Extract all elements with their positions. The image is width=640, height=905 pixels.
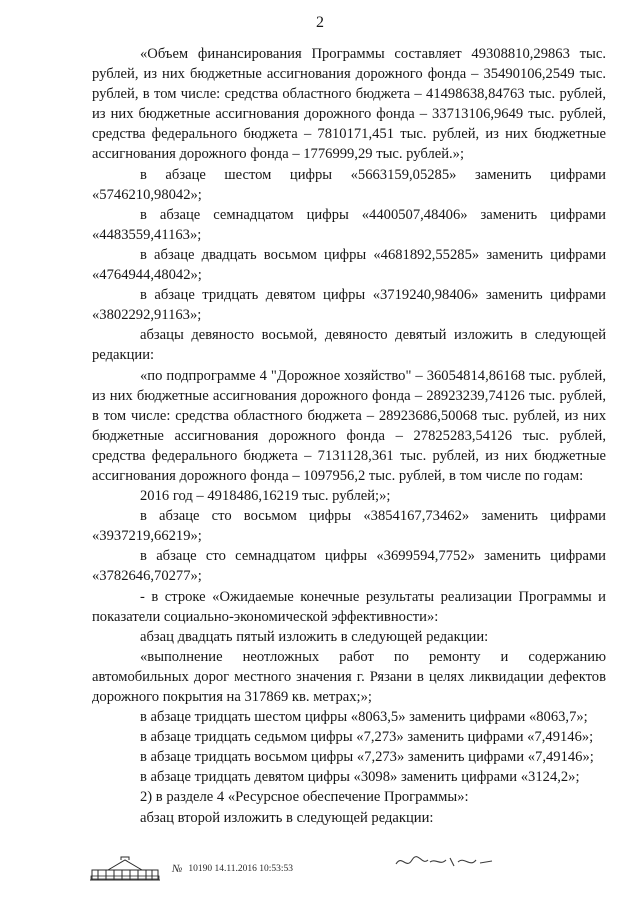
paragraph-results-line: - в строке «Ожидаемые конечные результаты реализации Программы и показатели социально-экономической эффективности»: [92,588,606,625]
registration-number-sign: № [172,863,183,875]
paragraph-amendment: в абзаце тридцать девятом цифры «3719240,98406» заменить цифрами «3802292,91163»; [92,287,606,324]
paragraph-amendment: абзац второй изложить в следующей редакции: [140,809,434,826]
paragraph-section-4: 2) в разделе 4 «Ресурсное обеспечение Программы»: [140,789,469,806]
paragraph-amendment: в абзаце сто восьмом цифры «3854167,73462» заменить цифрами «3937219,66219»; [92,508,606,545]
paragraph-year: 2016 год – 4918486,16219 тыс. рублей;»; [140,488,391,505]
paragraph-repair-works: «выполнение неотложных работ по ремонту и содержанию автомобильных дорог местного значения г. Рязани в целях ликвидации дефектов дорожного покрытия на 317869 кв. метрах;»; [92,648,606,705]
paragraph-amendment: абзац двадцать пятый изложить в следующей редакции: [140,628,489,645]
paragraph-amendment: в абзаце тридцать шестом цифры «8063,5» заменить цифрами «8063,7»; [140,709,588,726]
registration-footer [88,856,293,882]
document-body [92,44,606,828]
paragraph-amendment: в абзаце тридцать девятом цифры «3098» заменить цифрами «3124,2»; [140,769,580,786]
paragraph-subprogram: «по подпрограмме 4 "Дорожное хозяйство" – 36054814,86168 тыс. рублей, из них бюджетные ассигнования дорожного фонда – 28923239,74126 тыс. рублей, в том числе: средства областного бюджета – 28923686,50068 тыс. рублей, из них бюджетные ассигнования дорожного фонда – 27825283,54126 тыс. рублей, средства федерального бюджета – 7131128,361 тыс. рублей, из них бюджетные ассигнования дорожного фонда – 1097956,2 тыс. рублей, в том числе по годам: [92,367,606,484]
paragraph-amendment: в абзаце семнадцатом цифры «4400507,48406» заменить цифрами «4483559,41163»; [92,206,606,243]
paragraph-amendment: абзацы девяносто восьмой, девяносто девятый изложить в следующей редакции: [92,327,606,364]
paragraph-amendment: в абзаце тридцать седьмом цифры «7,273» заменить цифрами «7,49146»; [140,729,594,746]
registration-stamp: 10190 14.11.2016 10:53:53 [188,864,294,874]
paragraph-amendment: в абзаце двадцать восьмом цифры «4681892,55285» заменить цифрами «4764944,48042»; [92,246,606,284]
page-number: 2 [316,14,324,31]
paragraph-amendment: в абзаце шестом цифры «5663159,05285» заменить цифрами «5746210,98042»; [92,166,606,203]
paragraph-financing: «Объем финансирования Программы составляет 49308810,29863 тыс. рублей, из них бюджетные ассигнования дорожного фонда – 35490106,2549 тыс. рублей, в том числе: средства областного бюджета – 41498638,84763 тыс. рублей, из них бюджетные ассигнования дорожного фонда – 33713106,9649 тыс. рублей, средства федерального бюджета – 7810171,451 тыс. рублей, из них бюджетные ассигнования дорожного фонда – 1776999,29 тыс. рублей.»; [92,46,606,163]
paragraph-amendment: в абзаце сто семнадцатом цифры «3699594,7752» заменить цифрами «3782646,70277»; [92,548,606,585]
paragraph-amendment: в абзаце тридцать восьмом цифры «7,273» заменить цифрами «7,49146»; [140,749,594,766]
handwritten-signature-icon [392,848,502,872]
building-logo-icon [88,856,162,882]
